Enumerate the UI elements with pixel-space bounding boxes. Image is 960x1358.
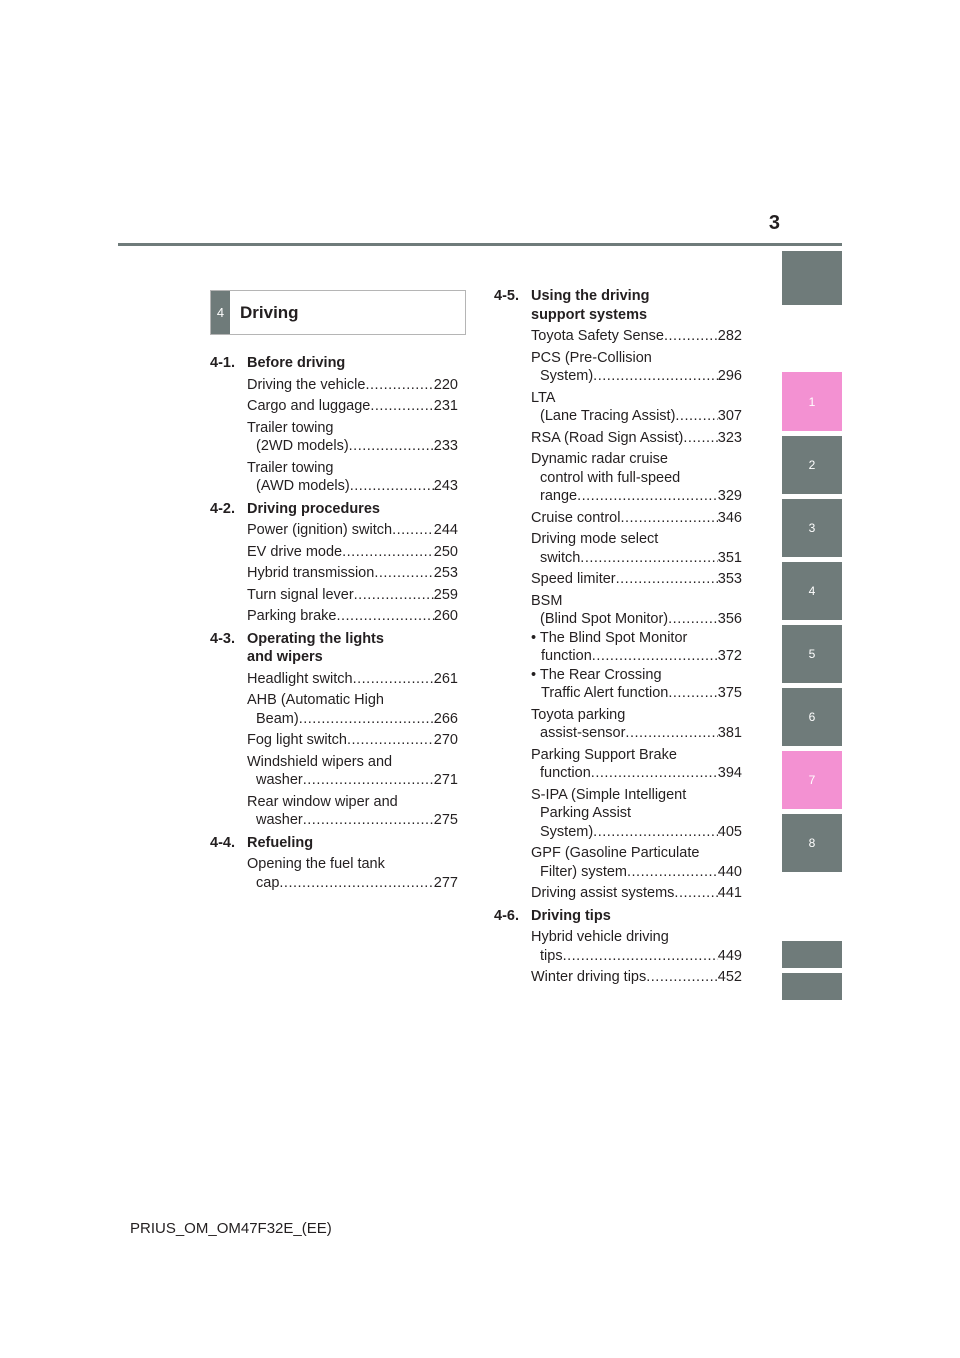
toc-group: [210, 500, 458, 626]
toc-entry-line: [531, 724, 742, 743]
toc-page-number: 372: [717, 648, 742, 664]
toc-entry[interactable]: [531, 570, 742, 589]
dot-leader: [350, 477, 434, 496]
toc-entry-line: [531, 509, 742, 528]
toc-entry-text: Parking Support Brake: [531, 746, 677, 763]
dot-leader: [353, 670, 434, 689]
toc-entry[interactable]: [531, 530, 742, 567]
toc-page-number: 353: [717, 571, 742, 587]
toc-page-number: 296: [717, 368, 742, 384]
toc-entry-line: [247, 521, 458, 540]
toc-entry-text: • The Rear Crossing: [531, 666, 662, 683]
page-number: 3: [768, 212, 780, 234]
toc-page-number: 441: [717, 885, 742, 901]
toc-group-title-line: Before driving: [247, 355, 346, 371]
toc-entry[interactable]: [531, 786, 742, 842]
toc-entry-line: [531, 429, 742, 448]
toc-entry[interactable]: [531, 429, 742, 448]
section-header: [210, 290, 466, 335]
toc-entry-line: [247, 811, 458, 830]
toc-group-heading[interactable]: [210, 500, 458, 519]
toc-group-heading[interactable]: [210, 834, 458, 853]
dot-leader: [668, 684, 717, 703]
toc-page-number: 381: [717, 725, 742, 741]
dot-leader: [347, 731, 434, 750]
toc-page-number: 440: [717, 863, 742, 880]
toc-entry-line: [531, 786, 742, 805]
toc-entry-line: [247, 855, 458, 874]
toc-entry-text: Turn signal lever: [247, 586, 354, 603]
dot-leader: [279, 874, 433, 893]
toc-page-number: 253: [433, 565, 458, 581]
chapter-tabs: [782, 0, 842, 1358]
toc-group-heading[interactable]: [494, 287, 742, 324]
chapter-tab-6[interactable]: 6: [782, 688, 842, 746]
toc-entry-text: function: [541, 648, 592, 664]
dot-leader: [620, 509, 717, 528]
toc-entry-line: [247, 477, 458, 496]
toc-entry-line: [247, 607, 458, 626]
toc-page-number: 220: [433, 376, 458, 393]
toc-entry[interactable]: [531, 450, 742, 506]
toc-entry-text: cap: [256, 874, 280, 891]
toc-group: [210, 354, 458, 496]
toc-entry-line: [531, 968, 742, 987]
toc-group-heading[interactable]: [494, 907, 742, 926]
dot-leader: [303, 811, 434, 830]
toc-entry-line: [531, 928, 742, 947]
toc-entry-text: LTA: [531, 389, 556, 406]
toc-page-number: 259: [433, 586, 458, 603]
toc-entry-line: [531, 746, 742, 765]
toc-page-number: 282: [717, 328, 742, 344]
toc-entry[interactable]: [247, 397, 458, 416]
chapter-tab-5[interactable]: 5: [782, 625, 842, 683]
toc-entry-line: [247, 771, 458, 790]
toc-entry-line: [531, 389, 742, 408]
toc-entry-text: Driving assist systems: [531, 885, 675, 901]
dot-leader: [593, 823, 718, 842]
toc-entry-text: (Lane Tracing Assist): [540, 408, 676, 424]
toc-entry-line: [531, 450, 742, 469]
toc-entry[interactable]: [247, 670, 458, 689]
toc-entry-text: EV drive mode: [247, 543, 343, 560]
toc-entry[interactable]: [531, 389, 742, 426]
toc-group-title-line: Driving procedures: [247, 500, 380, 517]
toc-entry-text: Toyota Safety Sense: [531, 328, 664, 344]
toc-group: [210, 834, 458, 893]
chapter-tab-8[interactable]: 8: [782, 814, 842, 872]
toc-group-number: 4-3.: [210, 630, 235, 647]
toc-group-number: 4-4.: [210, 834, 235, 851]
toc-entry-text: Parking Assist: [540, 805, 632, 821]
toc-entry[interactable]: [247, 753, 458, 790]
toc-group-heading[interactable]: [210, 630, 458, 667]
dot-leader: [668, 610, 718, 629]
toc-entry-line: [247, 437, 458, 456]
toc-entry[interactable]: [247, 521, 458, 540]
toc-entry[interactable]: [247, 855, 458, 892]
toc-entry-line: [531, 469, 742, 488]
dot-leader: [674, 884, 717, 903]
toc-page-number: 261: [433, 670, 458, 687]
toc-page-number: 266: [433, 710, 458, 727]
toc-group-number: 4-5.: [494, 288, 519, 304]
toc-page-number: 329: [717, 488, 742, 504]
toc-subentry[interactable]: [531, 666, 742, 703]
toc-entry-text: System): [540, 823, 594, 840]
toc-entry-line: [531, 823, 742, 842]
dot-leader: [683, 429, 717, 448]
toc-entry-line: [247, 691, 458, 710]
toc-entry-text: control with full-speed: [540, 469, 681, 486]
dot-leader: [593, 367, 718, 386]
toc-entry-text: Winter driving tips: [531, 969, 647, 985]
toc-entry-text: Hybrid vehicle driving: [531, 929, 669, 945]
toc-entry[interactable]: [247, 419, 458, 456]
toc-group-title: [247, 500, 458, 519]
toc-page-number: 394: [717, 765, 742, 781]
toc-entry-line: [247, 397, 458, 416]
chapter-tab-blank[interactable]: [782, 941, 842, 968]
toc-right-column: [494, 287, 742, 991]
chapter-tab-2[interactable]: 2: [782, 436, 842, 494]
toc-entry-text: Cargo and luggage: [247, 398, 371, 414]
toc-entry-line: [531, 804, 742, 823]
chapter-tab-7[interactable]: 7: [782, 751, 842, 809]
toc-entry-line: [531, 863, 742, 882]
dot-leader: [342, 543, 434, 562]
dot-leader: [370, 397, 433, 416]
toc-entry-text: S-IPA (Simple Intelligent: [531, 786, 687, 803]
toc-page-number: 346: [717, 509, 742, 526]
toc-entry-line: [531, 570, 742, 589]
dot-leader: [303, 771, 434, 790]
toc-entry[interactable]: [247, 586, 458, 605]
toc-entry-text: (2WD models): [256, 438, 349, 454]
dot-leader: [374, 564, 433, 583]
toc-entry-line: [531, 764, 742, 783]
toc-entry-line: [531, 327, 742, 346]
toc-entry-line: [247, 670, 458, 689]
dot-leader: [365, 376, 433, 395]
dot-leader: [625, 724, 717, 743]
toc-page-number: 452: [717, 969, 742, 985]
toc-group-title-line: Driving tips: [531, 907, 611, 924]
toc-group-title-line: Using the driving: [531, 288, 650, 304]
toc-group-title: [247, 630, 458, 667]
toc-subentry[interactable]: [531, 629, 742, 666]
toc-entry-line: [531, 647, 742, 666]
toc-entry-text: Hybrid transmission: [247, 565, 375, 581]
toc-entry-text: RSA (Road Sign Assist): [531, 429, 684, 446]
toc-entry-text: AHB (Automatic High: [247, 692, 384, 708]
toc-entry-line: [531, 844, 742, 863]
toc-entry-text: washer: [256, 812, 303, 828]
toc-entry[interactable]: [247, 607, 458, 626]
dot-leader: [646, 968, 718, 987]
toc-entry-line: [531, 610, 742, 629]
dot-leader: [592, 647, 718, 666]
dot-leader: [627, 863, 718, 882]
toc-entry-text: function: [540, 765, 591, 781]
toc-page-number: 260: [433, 608, 458, 624]
toc-page-number: 449: [717, 947, 742, 964]
toc-entry-text: Windshield wipers and: [247, 753, 393, 770]
toc-entry-line: [531, 666, 742, 685]
toc-entry-line: [247, 376, 458, 395]
toc-group-number: 4-1.: [210, 355, 235, 371]
toc-entry-text: Cruise control: [531, 509, 621, 526]
toc-page-number: 277: [433, 874, 458, 891]
toc-entry-line: [247, 419, 458, 438]
toc-left-column: [210, 354, 458, 896]
toc-page-number: 375: [717, 685, 742, 701]
toc-entry[interactable]: [531, 844, 742, 881]
chapter-tab-1[interactable]: 1: [782, 372, 842, 431]
toc-page-number: 250: [433, 543, 458, 560]
toc-entry-text: Dynamic radar cruise: [531, 451, 668, 467]
chapter-tab-4[interactable]: 4: [782, 562, 842, 620]
dot-leader: [392, 521, 434, 540]
toc-entry-line: [531, 884, 742, 903]
toc-entry[interactable]: [247, 793, 458, 830]
toc-group-title: [531, 287, 742, 324]
toc-entry-text: Opening the fuel tank: [247, 856, 385, 872]
toc-page-number: 307: [717, 408, 742, 424]
toc-group-number: 4-6.: [494, 907, 519, 924]
toc-entry[interactable]: [531, 746, 742, 783]
toc-entry-line: [247, 543, 458, 562]
toc-page-number: 323: [717, 429, 742, 446]
toc-entry-text: Power (ignition) switch: [247, 522, 393, 538]
toc-page-number: 231: [433, 398, 458, 414]
toc-entry[interactable]: [531, 884, 742, 903]
toc-entry-text: Rear window wiper and: [247, 793, 398, 810]
dot-leader: [563, 947, 718, 966]
toc-entry-text: (AWD models): [256, 478, 350, 494]
toc-entry-text: BSM: [531, 592, 563, 609]
toc-group-title: [531, 907, 742, 926]
toc-page-number: 243: [433, 478, 458, 494]
toc-entry[interactable]: [247, 459, 458, 496]
toc-entry-line: [247, 753, 458, 772]
dot-leader: [349, 437, 434, 456]
dot-leader: [354, 586, 434, 605]
toc-entry[interactable]: [247, 564, 458, 583]
toc-page-number: 351: [717, 549, 742, 566]
footer-doc-code: PRIUS_OM_OM47F32E_(EE): [130, 1220, 332, 1237]
toc-page-number: 356: [717, 611, 742, 627]
toc-entry-line: [247, 564, 458, 583]
toc-group-heading[interactable]: [210, 354, 458, 373]
toc-entry-line: [247, 731, 458, 750]
dot-leader: [299, 710, 434, 729]
toc-entry[interactable]: [531, 327, 742, 346]
toc-entry-line: [531, 592, 742, 611]
toc-entry[interactable]: [531, 928, 742, 965]
header-rule: [118, 243, 842, 246]
toc-entry-line: [531, 629, 742, 648]
toc-entry-line: [531, 684, 742, 703]
toc-entry[interactable]: [247, 543, 458, 562]
toc-group: [494, 907, 742, 987]
toc-entry-line: [531, 407, 742, 426]
chapter-tab-blank[interactable]: [782, 251, 842, 305]
toc-group-title-line: and wipers: [247, 649, 323, 665]
dot-leader: [664, 327, 718, 346]
toc-entry[interactable]: [247, 376, 458, 395]
toc-entry-text: System): [540, 368, 594, 384]
dot-leader: [577, 487, 718, 506]
toc-entry-text: Headlight switch: [247, 670, 353, 687]
toc-entry-text: range: [540, 488, 578, 504]
toc-entry[interactable]: [531, 349, 742, 386]
toc-page-number: 270: [433, 732, 458, 748]
toc-entry-text: assist-sensor: [540, 725, 626, 741]
toc-entry-line: [531, 706, 742, 725]
toc-entry-line: [531, 947, 742, 966]
dot-leader: [616, 570, 718, 589]
toc-page-number: 233: [433, 438, 458, 454]
toc-entry[interactable]: [531, 968, 742, 987]
toc-page-number: 244: [433, 522, 458, 538]
toc-page-number: 405: [717, 823, 742, 840]
dot-leader: [591, 764, 718, 783]
toc-entry-text: Trailer towing: [247, 419, 334, 436]
toc-entry[interactable]: [247, 691, 458, 728]
toc-group-title-line: support systems: [531, 306, 648, 323]
toc-entry-text: Fog light switch: [247, 732, 347, 748]
toc-entry-text: GPF (Gasoline Particulate: [531, 845, 700, 861]
chapter-tab-3[interactable]: 3: [782, 499, 842, 557]
toc-entry-text: • The Blind Spot Monitor: [531, 629, 688, 646]
toc-entry-text: Driving the vehicle: [247, 376, 366, 393]
toc-entry-line: [247, 874, 458, 893]
toc-entry[interactable]: [531, 592, 742, 703]
toc-entry[interactable]: [531, 706, 742, 743]
section-number: 4: [211, 291, 230, 334]
toc-entry-text: (Blind Spot Monitor): [540, 611, 669, 627]
dot-leader: [580, 549, 718, 568]
toc-group-title: [247, 354, 458, 373]
toc-entry-line: [247, 710, 458, 729]
toc-page-number: 271: [433, 772, 458, 788]
toc-entry-line: [531, 349, 742, 368]
toc-group-number: 4-2.: [210, 500, 235, 517]
dot-leader: [675, 407, 717, 426]
toc-entry-text: tips: [540, 947, 563, 964]
dot-leader: [336, 607, 433, 626]
toc-group: [494, 287, 742, 903]
toc-entry-text: washer: [256, 772, 303, 788]
toc-entry-text: Parking brake: [247, 608, 337, 624]
toc-page-number: 275: [433, 812, 458, 828]
toc-entry-text: PCS (Pre-Collision: [531, 349, 652, 366]
toc-entry-text: Filter) system: [540, 863, 627, 880]
toc-entry-line: [531, 367, 742, 386]
toc-entry-text: Trailer towing: [247, 459, 334, 476]
toc-entry-text: Speed limiter: [531, 571, 616, 587]
toc-entry[interactable]: [247, 731, 458, 750]
toc-entry-line: [531, 487, 742, 506]
toc-entry-line: [531, 549, 742, 568]
section-title: Driving: [240, 302, 299, 322]
toc-group: [210, 630, 458, 830]
toc-entry-text: Driving mode select: [531, 531, 659, 547]
toc-group-title: [247, 834, 458, 853]
toc-entry-text: Beam): [256, 710, 299, 727]
toc-entry[interactable]: [531, 509, 742, 528]
toc-group-title-line: Operating the lights: [247, 630, 384, 647]
toc-group-title-line: Refueling: [247, 834, 314, 851]
toc-entry-text: Traffic Alert function: [541, 685, 669, 701]
toc-entry-line: [531, 530, 742, 549]
toc-entry-line: [247, 459, 458, 478]
toc-entry-line: [247, 586, 458, 605]
toc-entry-text: switch: [540, 549, 581, 566]
toc-entry-text: Toyota parking: [531, 706, 626, 723]
toc-entry-line: [247, 793, 458, 812]
chapter-tab-blank[interactable]: [782, 973, 842, 1000]
